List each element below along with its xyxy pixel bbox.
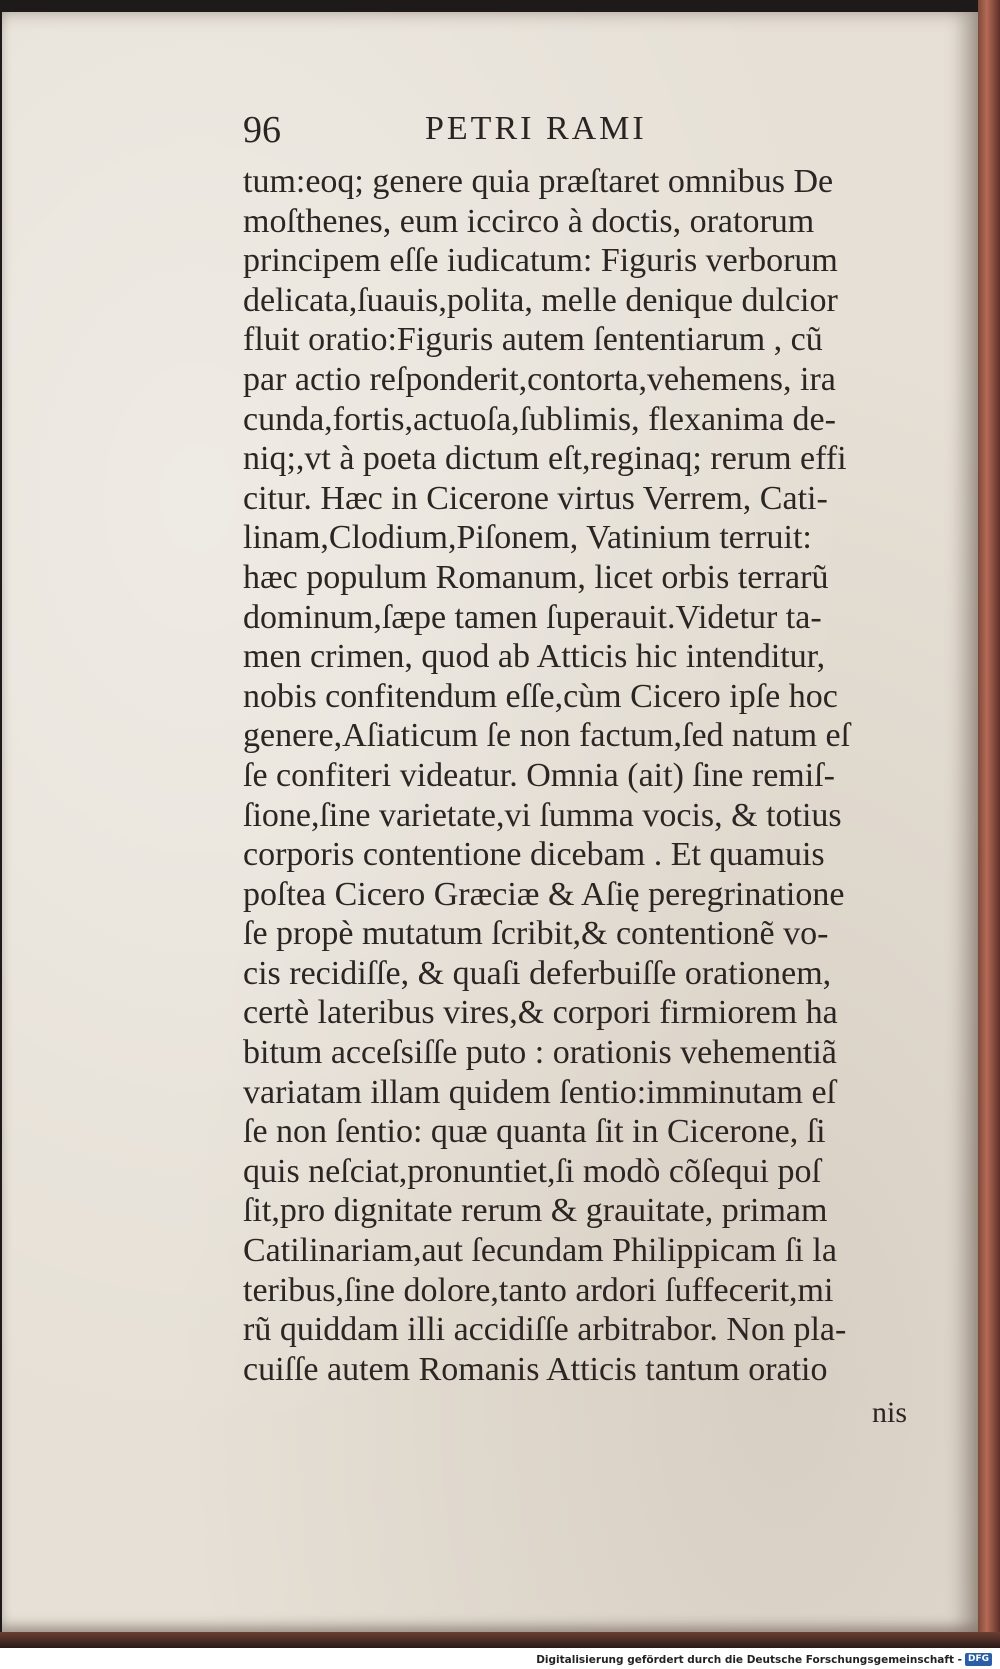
text-line: nobis confitendum eſſe,cùm Cicero ipſe hoc xyxy=(243,677,838,715)
running-head: PETRI RAMI xyxy=(425,110,647,147)
body-text xyxy=(243,162,933,1389)
text-line: cis recidiſſe, & quaſi deferbuiſſe orationem, xyxy=(243,954,832,992)
text-line: niq;,vt à poeta dictum eſt,reginaq; rerum effi xyxy=(243,440,847,478)
page-header xyxy=(243,108,733,158)
text-line: moſthenes, eum iccirco à doctis, oratorum xyxy=(243,202,815,240)
text-line: tum:eoq; genere quia præſtaret omnibus De xyxy=(243,163,834,200)
text-line: principem eſſe iudicatum: Figuris verborum xyxy=(243,242,838,280)
text-line: ſe confiteri videatur. Omnia (ait) ſine remiſ- xyxy=(243,756,835,794)
text-line: teribus,ſine dolore,tanto ardori ſuffecerit,mi xyxy=(243,1271,834,1309)
text-line: delicata,ſuauis,polita, melle denique dulcior xyxy=(243,281,838,319)
text-line: genere,Aſiaticum ſe non factum,ſed natum eſ xyxy=(243,717,851,755)
dfg-logo: DFG xyxy=(965,1653,992,1666)
credit-text: Digitalisierung gefördert durch die Deutsche Forschungsgemeinschaft - xyxy=(536,1653,962,1666)
text-line: cuiſſe autem Romanis Atticis tantum oratio xyxy=(243,1350,828,1388)
text-line: poſtea Cicero Græciæ & Aſię peregrinatione xyxy=(243,875,845,913)
text-line: men crimen, quod ab Atticis hic intenditur, xyxy=(243,638,826,676)
text-line: ſe non ſentio: quæ quanta ſit in Cicerone, ſi xyxy=(243,1113,826,1151)
text-line: ſit,pro dignitate rerum & grauitate, primam xyxy=(243,1192,828,1230)
text-line: certè lateribus vires,& corpori firmiorem ha xyxy=(243,994,838,1032)
text-line: rũ quiddam illi accidiſſe arbitrabor. Non pla- xyxy=(243,1311,847,1349)
text-line: par actio reſponderit,contorta,vehemens, ira xyxy=(243,360,836,398)
text-line: cunda,fortis,actuoſa,ſublimis, flexanima de- xyxy=(243,400,836,438)
catchword: nis xyxy=(872,1396,908,1429)
text-line: hæc populum Romanum, licet orbis terrarũ xyxy=(243,558,829,596)
text-line: Catilinariam,aut ſecundam Philippicam ſi la xyxy=(243,1232,837,1270)
text-line: linam,Clodium,Piſonem, Vatinium terruit: xyxy=(243,519,812,557)
text-line: quis neſciat,pronuntiet,ſi modò cõſequi poſ xyxy=(243,1152,821,1190)
text-line: variatam illam quidem ſentio:imminutam eſ xyxy=(243,1073,836,1111)
digitization-credit xyxy=(536,1653,992,1666)
text-line: bitum acceſsiſſe puto : orationis vehementiã xyxy=(243,1034,837,1072)
text-line: citur. Hæc in Cicerone virtus Verrem, Cati- xyxy=(243,479,828,517)
page-number: 96 xyxy=(243,109,281,151)
text-line: ſione,ſine varietate,vi ſumma vocis, & totius xyxy=(243,796,842,834)
page-fore-edge xyxy=(978,0,1000,1648)
text-line: corporis contentione dicebam . Et quamuis xyxy=(243,836,825,874)
text-line: ſe propè mutatum ſcribit,& contentionẽ vo- xyxy=(243,915,829,953)
text-line: fluit oratio:Figuris autem ſententiarum , cũ xyxy=(243,321,823,359)
text-line: dominum,ſæpe tamen ſuperauit.Videtur ta- xyxy=(243,598,822,636)
page-bottom-edge xyxy=(0,1632,1000,1648)
